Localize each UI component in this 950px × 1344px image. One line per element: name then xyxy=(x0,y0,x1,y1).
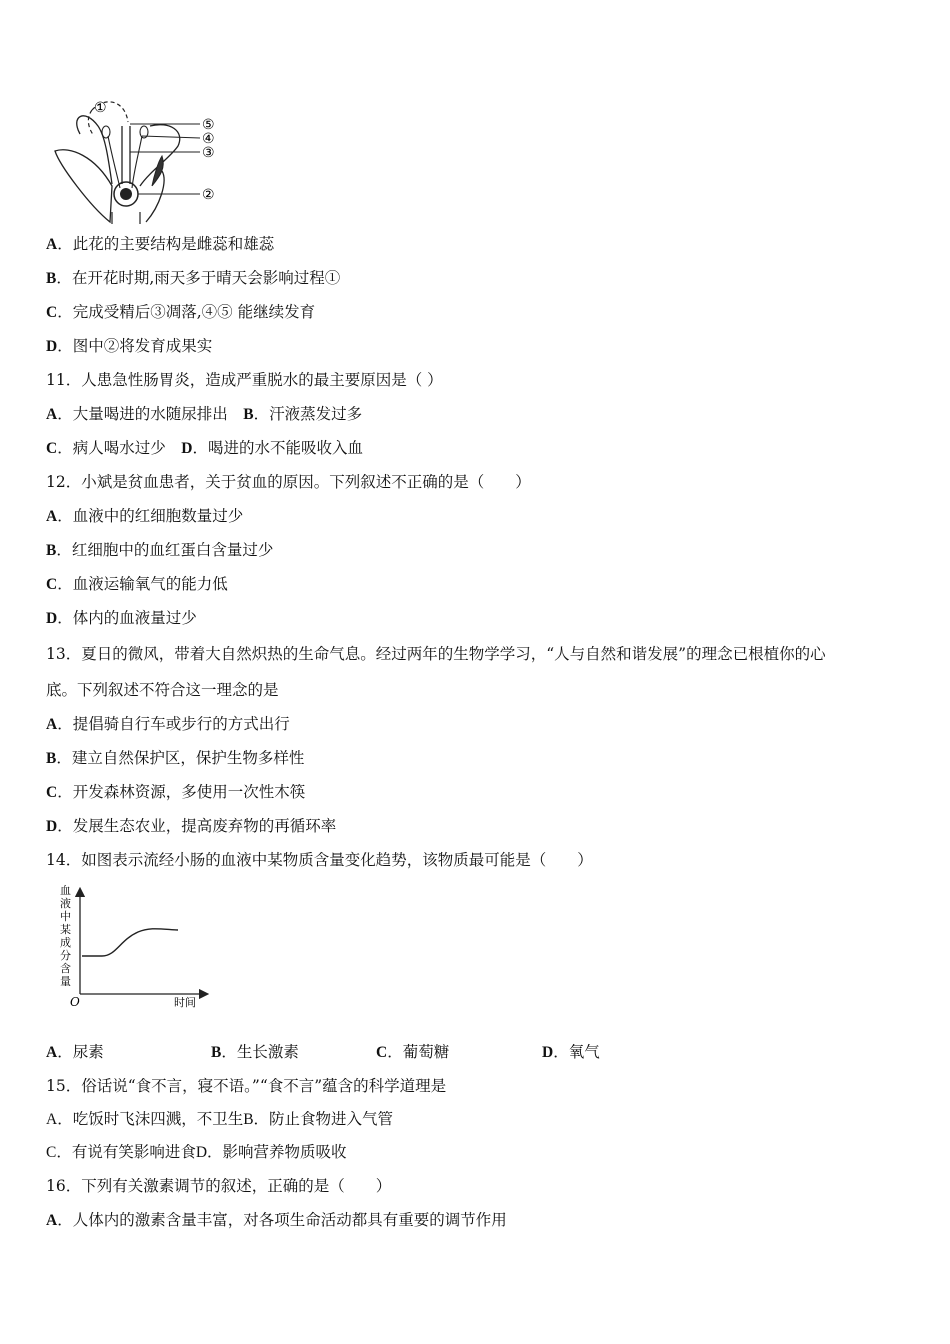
option-text: 病人喝水过少 xyxy=(72,439,166,457)
option-label: D xyxy=(46,818,58,835)
y-label-char: 含 xyxy=(60,962,71,975)
y-label-char: 血 xyxy=(60,884,71,897)
q13-option-c: C．开发森林资源，多使用一次性木筷 xyxy=(46,783,306,801)
option-label: A xyxy=(46,508,58,525)
option-label: C xyxy=(46,304,58,321)
option-text: 完成受精后③凋落,④⑤ 能继续发育 xyxy=(72,303,316,321)
option-label: D xyxy=(46,610,58,627)
y-label-char: 成 xyxy=(60,936,71,949)
flower-label-3: ③ xyxy=(202,145,215,161)
flower-label-1: ① xyxy=(94,100,107,116)
option-label: D xyxy=(542,1044,554,1061)
y-label-char: 某 xyxy=(60,923,71,936)
q12-option-c: C．血液运输氧气的能力低 xyxy=(46,575,228,593)
option-label: C xyxy=(46,784,58,801)
option-label: C xyxy=(376,1044,388,1061)
flower-label-4: ④ xyxy=(202,131,215,147)
q14-option-a: A．尿素 xyxy=(46,1043,104,1061)
q15-options-line1: A．吃饭时飞沫四溅，不卫生B．防止食物进入气管 xyxy=(46,1111,394,1128)
q13-stem-line1: 13．夏日的微风，带着大自然炽热的生命气息。经过两年的生物学学习，“人与自然和谐发展”的理念已根植你的心 xyxy=(46,645,826,663)
q12-option-b: B．红细胞中的血红蛋白含量过少 xyxy=(46,541,274,559)
option-label: C xyxy=(46,440,58,457)
q15-options-line2: C．有说有笑影响进食D．影响营养物质吸收 xyxy=(46,1144,347,1161)
q10-option-c: C．完成受精后③凋落,④⑤ 能继续发育 xyxy=(46,303,316,321)
y-label-char: 分 xyxy=(60,949,71,962)
q12-option-a: A．血液中的红细胞数量过少 xyxy=(46,507,244,525)
option-text: 氧气 xyxy=(568,1043,600,1061)
option-text: 在开花时期,雨天多于晴天会影响过程① xyxy=(71,269,341,287)
option-label: D xyxy=(46,338,58,355)
option-text: 此花的主要结构是雌蕊和雄蕊 xyxy=(72,235,275,253)
option-text: 葡萄糖 xyxy=(402,1043,450,1061)
q11-options-line1: A．大量喝进的水随尿排出 B．汗液蒸发过多 xyxy=(46,405,363,423)
q15-stem: 15．俗话说“食不言，寝不语。”“食不言”蕴含的科学道理是 xyxy=(46,1077,447,1095)
option-text: 人体内的激素含量丰富，对各项生命活动都具有重要的调节作用 xyxy=(72,1211,507,1229)
option-label: A xyxy=(46,1044,58,1061)
option-label: C xyxy=(46,576,58,593)
q14-graph xyxy=(54,882,214,1010)
q13-option-a: A．提倡骑自行车或步行的方式出行 xyxy=(46,715,290,733)
option-label: B xyxy=(46,270,57,287)
q11-stem: 11．人患急性肠胃炎，造成严重脱水的最主要原因是（ ） xyxy=(46,371,443,389)
q11-options-line2: C．病人喝水过少 D．喝进的水不能吸收入血 xyxy=(46,439,363,457)
option-label: A xyxy=(46,1212,58,1229)
option-label: B xyxy=(243,406,254,423)
y-axis-label xyxy=(60,884,71,988)
option-label: D xyxy=(181,440,193,457)
q10-option-d: D．图中②将发育成果实 xyxy=(46,337,213,355)
option-label: A xyxy=(46,236,58,253)
q12-stem: 12．小斌是贫血患者，关于贫血的原因。下列叙述不正确的是（ ） xyxy=(46,473,531,491)
x-axis-label: 时间 xyxy=(174,996,196,1009)
y-label-char: 量 xyxy=(60,975,71,988)
q16-option-a: A．人体内的激素含量丰富，对各项生命活动都具有重要的调节作用 xyxy=(46,1211,507,1229)
origin-label: O xyxy=(70,995,80,1009)
option-text: 大量喝进的水随尿排出 xyxy=(72,405,228,423)
q13-option-d: D．发展生态农业，提高废弃物的再循环率 xyxy=(46,817,337,835)
q13-stem-line2: 底。下列叙述不符合这一理念的是 xyxy=(46,681,279,699)
option-label: B xyxy=(46,750,57,767)
option-label: B xyxy=(46,542,57,559)
option-label: B xyxy=(211,1044,222,1061)
option-text: 图中②将发育成果实 xyxy=(72,337,213,355)
q10-option-a: A．此花的主要结构是雌蕊和雄蕊 xyxy=(46,235,275,253)
q10-option-b: B．在开花时期,雨天多于晴天会影响过程① xyxy=(46,269,341,287)
q16-stem: 16．下列有关激素调节的叙述，正确的是（ ） xyxy=(46,1177,392,1195)
trend-curve xyxy=(82,929,178,956)
q14-option-b: B．生长激素 xyxy=(211,1043,299,1061)
option-text: 体内的血液量过少 xyxy=(72,609,197,627)
option-text: 生长激素 xyxy=(236,1043,299,1061)
q13-option-b: B．建立自然保护区，保护生物多样性 xyxy=(46,749,305,767)
q12-option-d: D．体内的血液量过少 xyxy=(46,609,197,627)
option-text: 建立自然保护区，保护生物多样性 xyxy=(71,749,305,767)
option-text: 血液中的红细胞数量过少 xyxy=(72,507,244,525)
flower-label-5: ⑤ xyxy=(202,117,215,133)
q14-option-d: D．氧气 xyxy=(542,1043,600,1061)
option-text: 提倡骑自行车或步行的方式出行 xyxy=(72,715,290,733)
option-text: 发展生态农业，提高废弃物的再循环率 xyxy=(72,817,337,835)
option-text: 汗液蒸发过多 xyxy=(269,405,363,423)
option-text: 红细胞中的血红蛋白含量过少 xyxy=(71,541,274,559)
q14-option-c: C．葡萄糖 xyxy=(376,1043,450,1061)
option-label: A xyxy=(46,406,58,423)
option-text: 喝进的水不能吸收入血 xyxy=(207,439,363,457)
option-text: 开发森林资源，多使用一次性木筷 xyxy=(72,783,306,801)
y-label-char: 液 xyxy=(60,897,71,910)
option-text: 尿素 xyxy=(72,1043,104,1061)
flower-diagram xyxy=(50,96,225,224)
option-text: 血液运输氧气的能力低 xyxy=(72,575,228,593)
flower-label-2: ② xyxy=(202,187,215,203)
y-label-char: 中 xyxy=(60,910,71,923)
q14-stem: 14．如图表示流经小肠的血液中某物质含量变化趋势，该物质最可能是（ ） xyxy=(46,851,593,869)
option-label: A xyxy=(46,716,58,733)
